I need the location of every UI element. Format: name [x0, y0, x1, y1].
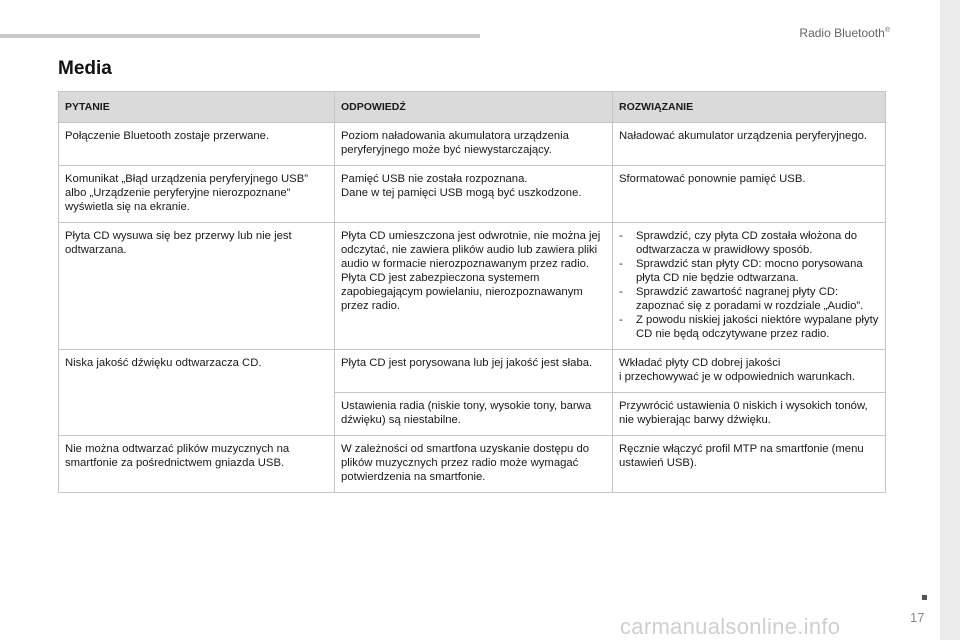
solution-bullet-list	[619, 229, 879, 341]
question-cell: Nie można odtwarzać plików muzycznych na smartfonie za pośrednictwem gniazda USB.	[59, 436, 335, 493]
question-cell: Niska jakość dźwięku odtwarzacza CD.	[59, 350, 335, 436]
answer-cell: Poziom naładowania akumulatora urządzenia peryferyjnego może być niewystarczający.	[335, 123, 613, 166]
answer-cell: Pamięć USB nie została rozpoznana. Dane w tej pamięci USB mogą być uszkodzone.	[335, 166, 613, 223]
solution-cell: Sformatować ponownie pamięć USB.	[613, 166, 886, 223]
header-decor-bar	[0, 34, 480, 38]
question-cell: Komunikat „Błąd urządzenia peryferyjnego USB” albo „Urządzenie peryferyjne nierozpoznane” wyświetla się na ekranie.	[59, 166, 335, 223]
solution-cell: Ręcznie włączyć profil MTP na smartfonie (menu ustawień USB).	[613, 436, 886, 493]
column-header-solution: ROZWIĄZANIE	[613, 92, 886, 123]
answer-cell: Ustawienia radia (niskie tony, wysokie tony, barwa dźwięku) są niestabilne.	[335, 393, 613, 436]
table-row	[59, 350, 886, 393]
page-number: 17	[910, 610, 925, 625]
table-row	[59, 123, 886, 166]
solution-cell: Przywrócić ustawienia 0 niskich i wysokich tonów, nie wybierając barwy dźwięku.	[613, 393, 886, 436]
watermark: carmanualsonline.info	[620, 614, 841, 639]
solution-cell: Wkładać płyty CD dobrej jakości i przechowywać je w odpowiednich warunkach.	[613, 350, 886, 393]
table-header-row	[59, 92, 886, 123]
question-cell: Połączenie Bluetooth zostaje przerwane.	[59, 123, 335, 166]
troubleshooting-table	[58, 91, 886, 493]
table-row	[59, 436, 886, 493]
list-item: - Sprawdzić zawartość nagranej płyty CD: zapoznać się z poradami w rozdziale „Audio”.	[619, 286, 864, 312]
question-cell: Płyta CD wysuwa się bez przerwy lub nie jest odtwarzana.	[59, 223, 335, 350]
list-item: - Z powodu niskiej jakości niektóre wypalane płyty CD nie będą odczytywane przez radio.	[619, 314, 879, 340]
answer-cell: Płyta CD umieszczona jest odwrotnie, nie można jej odczytać, nie zawiera plików audio lub zawiera pliki audio w formacie nierozpoznawanym przez radio. Płyta CD jest zabezpieczona systemem zapobiegającym powielaniu, nierozpoznawanym przez radio.	[335, 223, 613, 350]
list-item: - Sprawdzić, czy płyta CD została włożona do odtwarzacza w prawidłowy sposób.	[619, 230, 858, 256]
answer-cell: Płyta CD jest porysowana lub jej jakość jest słaba.	[335, 350, 613, 393]
section-label: Radio Bluetooth®	[799, 26, 890, 40]
solution-cell	[613, 223, 886, 350]
column-header-answer: ODPOWIEDŹ	[335, 92, 613, 123]
list-item: - Sprawdzić stan płyty CD: mocno porysowana płyta CD nie będzie odtwarzana.	[619, 258, 863, 284]
answer-cell: W zależności od smartfona uzyskanie dostępu do plików muzycznych przez radio może wymagać potwierdzenia na smartfonie.	[335, 436, 613, 493]
solution-cell: Naładować akumulator urządzenia peryferyjnego.	[613, 123, 886, 166]
page-edge-strip	[940, 0, 960, 640]
column-header-question: PYTANIE	[59, 92, 335, 123]
page-title: Media	[58, 58, 112, 79]
footer-marker	[922, 595, 927, 600]
table-row	[59, 166, 886, 223]
table-row	[59, 223, 886, 350]
